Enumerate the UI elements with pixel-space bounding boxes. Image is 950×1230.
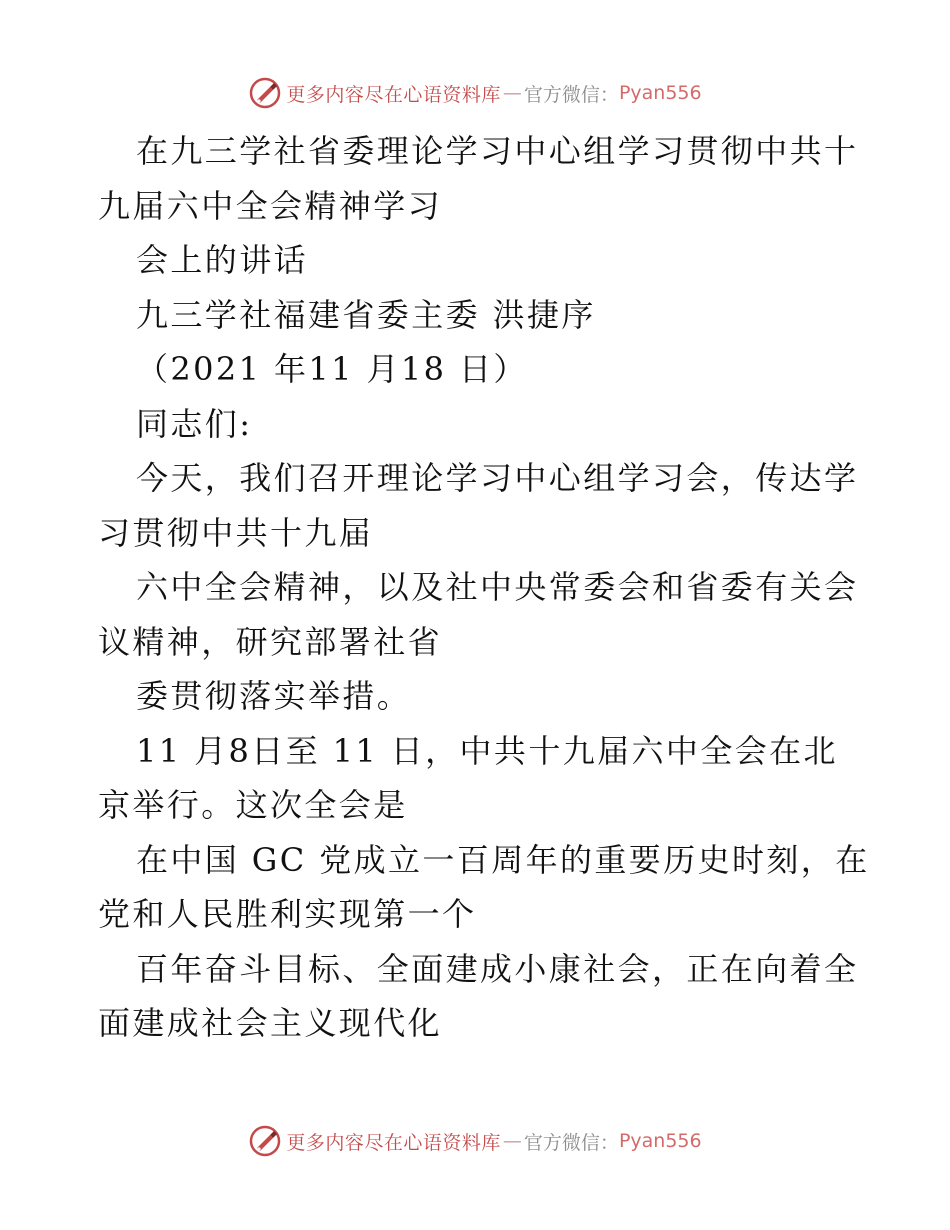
watermark-official: 官方微信： xyxy=(523,1131,619,1154)
text-line: 习贯彻中共十九届 xyxy=(98,513,374,552)
watermark-separator: — xyxy=(502,1130,522,1152)
document-body xyxy=(98,124,870,1051)
text-line: 面建成社会主义现代化 xyxy=(98,1004,443,1042)
header-watermark xyxy=(0,76,950,110)
text-line: 同志们: xyxy=(136,404,253,443)
watermark-text: 更多内容尽在心语资料库 xyxy=(286,1131,501,1154)
text-line: 京举行。这次全会是 xyxy=(98,786,408,824)
text-line: 九届六中全会精神学习 xyxy=(98,186,443,225)
pen-logo-icon xyxy=(248,1124,282,1158)
text-line: 六中全会精神，以及社中央常委会和省委有关会 xyxy=(136,568,859,606)
text-line: 九三学社福建省委主委 洪捷序 xyxy=(136,295,596,334)
text-line: 在九三学社省委理论学习中心组学习贯彻中共十 xyxy=(136,132,859,170)
watermark-id: Pyan556 xyxy=(618,1130,702,1152)
pen-logo-icon xyxy=(248,76,282,110)
text-line: 在中国 GC 党成立一百周年的重要历史时刻，在 xyxy=(136,840,870,879)
text-line: 百年奋斗目标、全面建成小康社会，正在向着全 xyxy=(136,949,859,988)
watermark-id: Pyan556 xyxy=(618,82,702,104)
text-line: 委贯彻落实举措。 xyxy=(136,677,412,715)
watermark-official: 官方微信： xyxy=(523,83,619,106)
text-line: 党和人民胜利实现第一个 xyxy=(98,895,477,933)
watermark-text: 更多内容尽在心语资料库 xyxy=(286,83,501,106)
text-line: 今天，我们召开理论学习中心组学习会，传达学 xyxy=(136,459,859,497)
footer-watermark xyxy=(0,1124,950,1158)
text-line: （2021 年11 月18 日） xyxy=(136,350,528,388)
text-line: 11 月8日至 11 日，中共十九届六中全会在北 xyxy=(136,731,838,770)
text-line: 会上的讲话 xyxy=(136,241,309,279)
watermark-separator: — xyxy=(502,82,522,104)
text-line: 议精神，研究部署社省 xyxy=(98,622,443,661)
